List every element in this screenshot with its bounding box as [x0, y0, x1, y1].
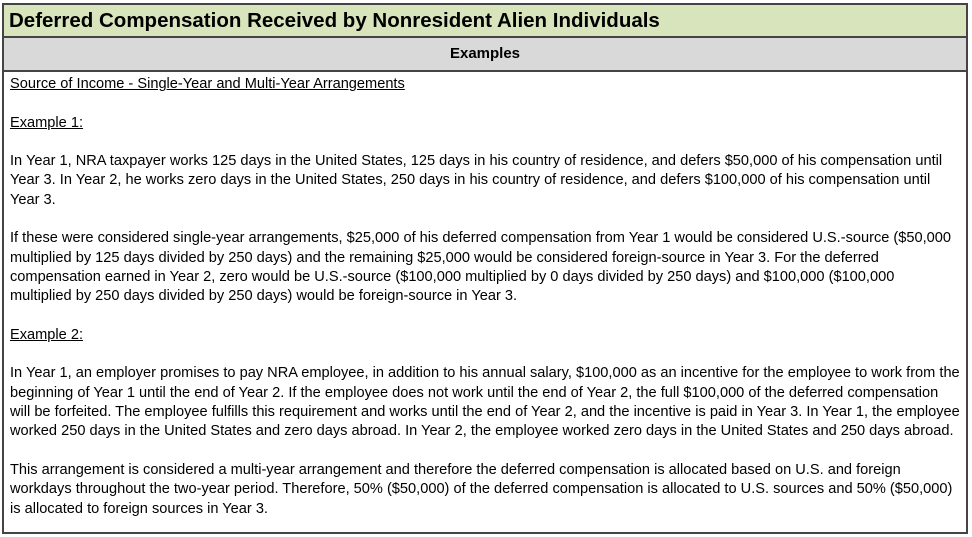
example-2-label: Example 2: [10, 326, 84, 343]
example-1-paragraph-2: If these were considered single-year arrangements, $25,000 of his deferred compensation from Year 1 would be considered U.S.-source ($50,000 multiplied by 125 days divided by 250 days) and the remaining $25,000 would be considered foreign-source in Year 3. For the deferred compensation earned in Year 2, zero would be U.S.-source ($100,000 multiplied by 0 days divided by 250 days) and $100,000 ($100,000 multiplied by 250 days divided by 250 days) would be foreign-source in Year 3. [10, 230, 952, 305]
document-frame [2, 3, 968, 534]
subheading: Source of Income - Single-Year and Multi-Year Arrangements [10, 76, 405, 92]
section-header: Examples [4, 38, 966, 72]
document-title: Deferred Compensation Received by Nonresident Alien Individuals [4, 5, 966, 38]
example-1-label: Example 1: [10, 114, 84, 131]
example-1-paragraph-1: In Year 1, NRA taxpayer works 125 days in the United States, 125 days in his country of residence, and defers $50,000 of his compensation until Year 3. In Year 2, he works zero days in the United States, 250 days in his country of residence, and defers $100,000 of his compensation until Year 3. [10, 153, 943, 208]
content-body [4, 72, 966, 519]
example-2-paragraph-2: This arrangement is considered a multi-year arrangement and therefore the deferred compensation is allocated based on U.S. and foreign workdays throughout the two-year period. Therefore, 50% ($50,000) of the deferred compensation is allocated to U.S. sources and 50% ($50,000) is allocated to foreign sources in Year 3. [10, 461, 953, 517]
example-2-paragraph-1: In Year 1, an employer promises to pay NRA employee, in addition to his annual salary, $100,000 as an incentive for the employee to work from the beginning of Year 1 until the end of Year 2. If the employee does not work until the end of Year 2, the full $100,000 of the deferred compensation will be forfeited. The employee fulfills this requirement and works until the end of Year 2, and the incentive is paid in Year 3. In Year 1, the employee worked 250 days in the United States and zero days abroad. In Year 2, the employee worked zero days in the United States and 250 days abroad. [10, 365, 960, 440]
